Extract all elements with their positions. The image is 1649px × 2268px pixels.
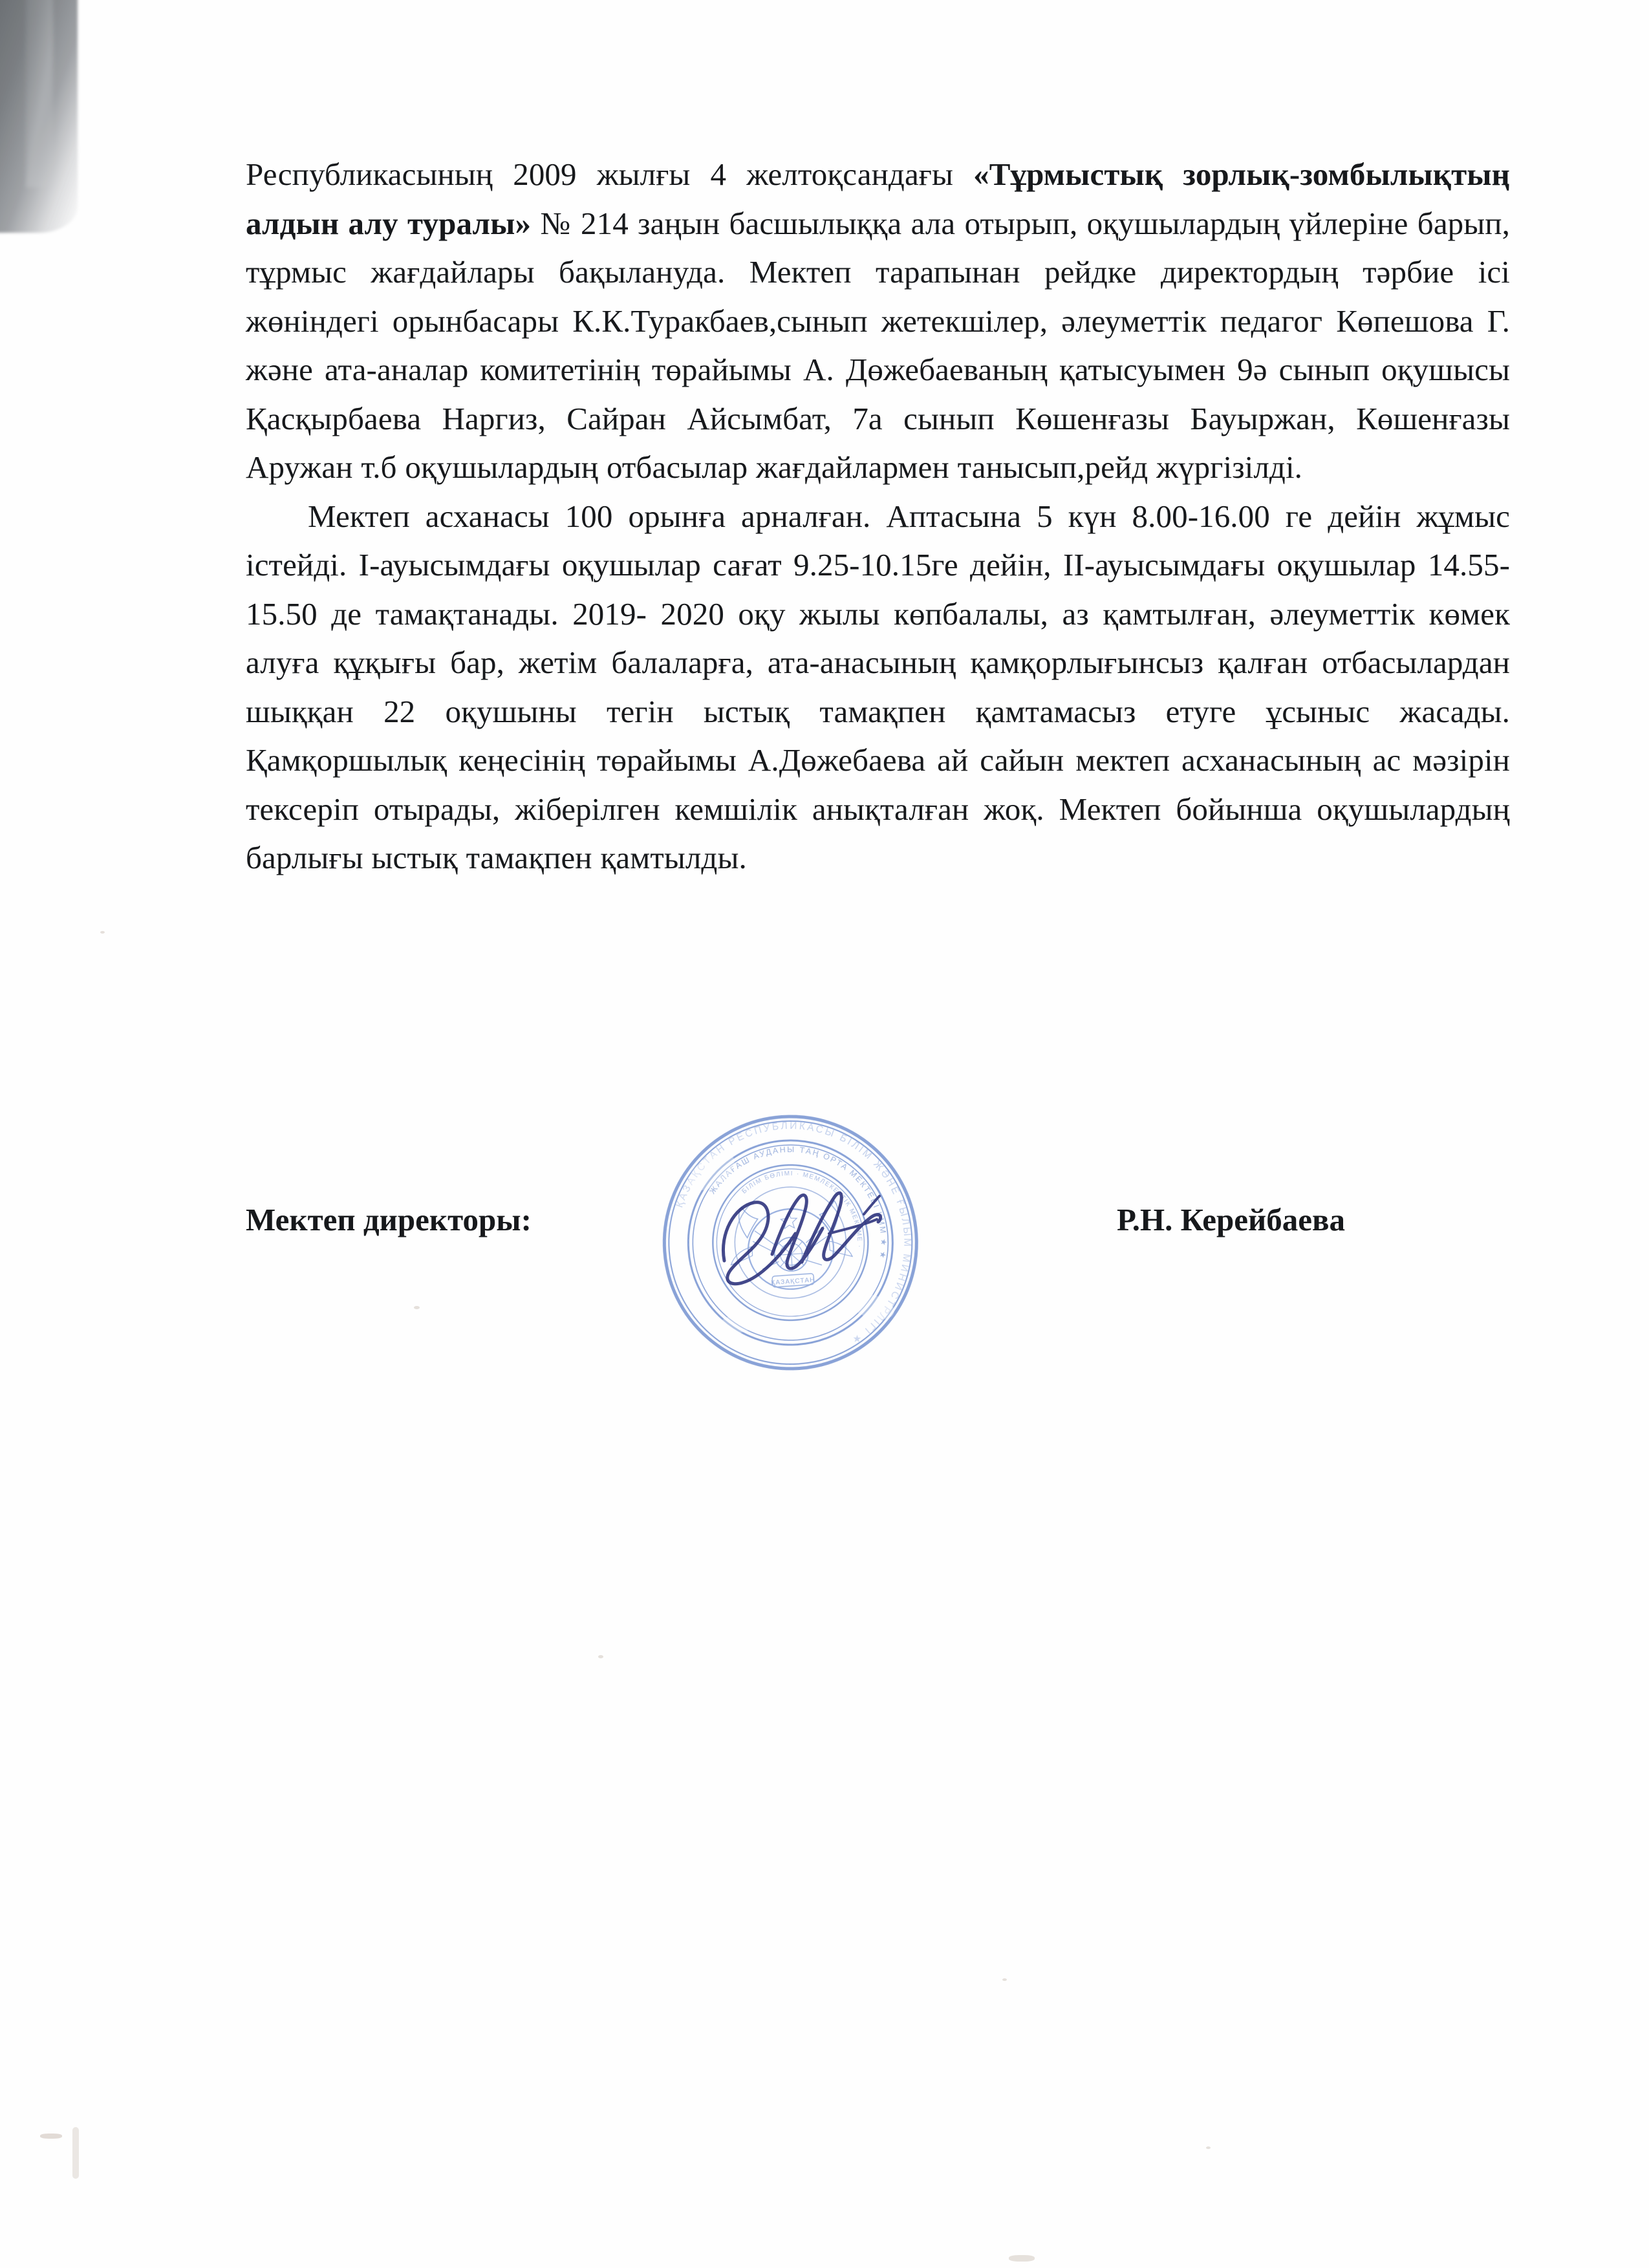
text-run: № 214 заңын басшылыққа ала отырып, оқушылардың үйлеріне барып, тұрмыс жағдайлары бақылануда. Мектеп тарапынан рейдке директордың тәрбие ісі жөніндегі орынбасары К.К.Туракбаев,сынып жетекшілер, әлеуметтік педагог Көпешова Г. және ата-аналар комитетінің төрайымы А. Дөжебаеваның қатысуымен 9ә сынып оқушысы Қасқырбаева Наргиз, Сайран Айсымбат, 7а сынып Көшенғазы Бауыржан, Көшенғазы Аружан т.б оқушылардың отбасылар жағдайлармен танысып,рейд жүргізілді. (246, 205, 1510, 485)
text-run: «Тұрмыстық зорлық-зомбылықтың алдын алу туралы» (246, 156, 1510, 241)
paragraph-canteen-meals (246, 492, 1510, 883)
signature-role-label: Мектеп директоры: (246, 1202, 532, 1237)
signature-signer-name: Р.Н. Керейбаева (1116, 1202, 1345, 1237)
svg-text:ҚАЗАҚСТАН: ҚАЗАҚСТАН (771, 1276, 816, 1287)
scan-shadow-artifact (0, 0, 78, 233)
scan-stray-mark (1009, 2255, 1035, 2262)
scan-stray-mark (40, 2134, 62, 2139)
scan-speck (100, 931, 105, 934)
svg-text:ҚАЗАҚСТАН РЕСПУБЛИКАСЫ БІЛІМ Ж: ҚАЗАҚСТАН РЕСПУБЛИКАСЫ БІЛІМ ЖӘНЕ ҒЫЛЫМ МИНИСТРЛІГІ ★ (674, 1120, 913, 1347)
scan-speck (414, 1306, 420, 1309)
text-run: Республикасының 2009 жылғы 4 желтоқсандағы (246, 156, 974, 192)
scan-speck (598, 1655, 603, 1658)
scan-speck (1206, 2146, 1211, 2149)
scan-speck (1002, 1978, 1007, 1981)
document-body (246, 150, 1510, 883)
scan-stray-mark (72, 2127, 79, 2179)
svg-text:БІЛІМ БӨЛІМІ · МЕМЛЕКЕТТІК МЕК: БІЛІМ БӨЛІМІ · МЕМЛЕКЕТТІК МЕКЕМЕ · (740, 1170, 863, 1249)
signature-block (246, 1197, 1345, 1256)
text-run: Мектеп асханасы 100 орынға арналған. Аптасына 5 күн 8.00-16.00 ге дейін жұмыс істейді. І-ауысымдағы оқушылар сағат 9.25-10.15ге дейін, ІІ-ауысымдағы оқушылар 14.55-15.50 де тамақтанады. 2019- 2020 оқу жылы көпбалалы, аз қамтылған, әлеуметтік көмек алуға құқығы бар, жетім балаларға, ата-анасының қамқорлығынсыз қалған отбасылардан шыққан 22 оқушыны тегін ыстық тамақпен қамтамасыз етуге ұсыныс жасады. Қамқоршылық кеңесінің төрайымы А.Дөжебаева ай сайын мектеп асханасының ас мәзірін тексеріп отырады, жіберілген кемшілік анықталған жоқ. Мектеп бойынша оқушылардың барлығы ыстық тамақпен қамтылды. (246, 498, 1510, 875)
paragraph-rights-raid (246, 150, 1510, 492)
svg-text:ЖАЛАҒАШ АУДАНЫ ТАҢ ОРТА МЕКТЕБ: ЖАЛАҒАШ АУДАНЫ ТАҢ ОРТА МЕКТЕБІ КММ ★ ★ (707, 1144, 889, 1261)
